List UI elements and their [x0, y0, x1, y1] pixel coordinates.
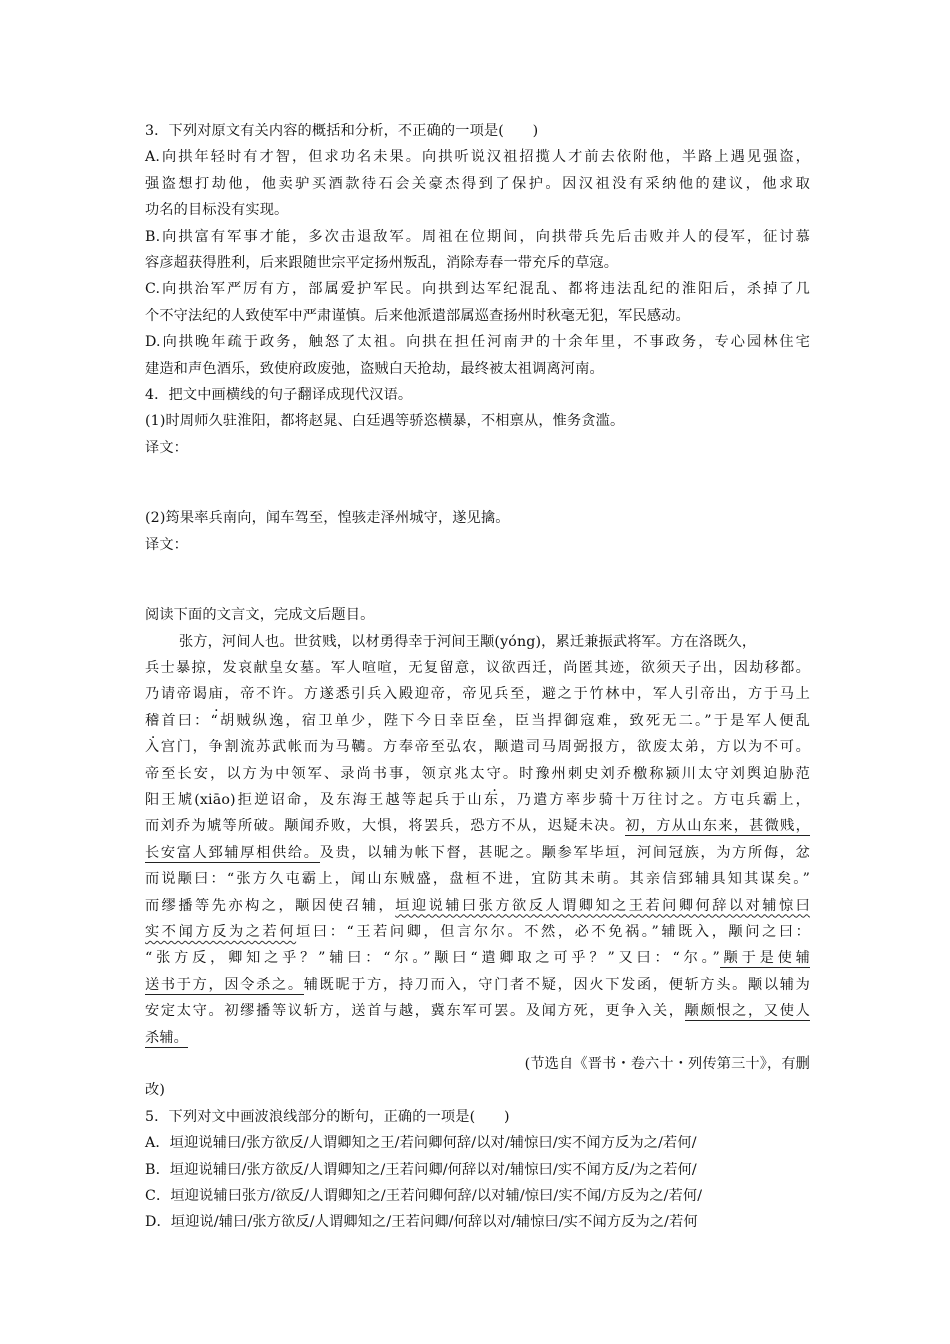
q5-option-a: A．垣迎说辅曰/张方欲反/人谓卿知之王/若问卿何辞/以对/辅惊曰/实不闻方反为之/若何/ — [145, 1135, 697, 1152]
wavy-underlined-text: 垣迎说辅曰张方欲反人谓卿知之王若问卿何辞以对辅惊曰 — [395, 897, 810, 914]
q3-option-d-line1: D.向拱晚年疏于政务，触怒了太祖。向拱在担任河南尹的十余年里，不事政务，专心园林住宅 — [145, 334, 810, 351]
underlined-sentence: 杀辅。 — [145, 1029, 189, 1046]
q5-option-c: C．垣迎说辅曰张方/欲反/人谓卿知之/王若问卿何辞/以对辅/惊曰/实不闻/方反为之/若何/ — [145, 1188, 703, 1205]
q4-sentence-1: (1)时周师久驻淮阳，都将赵晁、白廷遇等骄恣横暴，不相禀从，惟务贪滥。 — [145, 413, 625, 430]
q3-option-a-line3: 功名的目标没有实现。 — [145, 202, 289, 219]
passage-line: 入宫门，争割流苏武帐而为马韀。方奉帝至弘农，颙遣司马周弼报方，欲废太弟，方以为不可。 — [145, 739, 810, 756]
answer-space — [145, 558, 810, 602]
q5-stem: 5．下列对文中画波浪线部分的断句，正确的一项是( ) — [145, 1108, 510, 1125]
q3-option-a-line1: A.向拱年轻时有才智，但求功名未果。向拱听说汉祖招揽人才前去依附他，半路上遇见强盗， — [145, 149, 810, 166]
q3-option-b-line1: B.向拱富有军事才能，多次击退敌军。周祖在位期间，向拱带兵先后击败并人的侵军，征讨慕 — [145, 228, 810, 245]
passage-line: 阳王虓(xiāo)拒逆诏命，及东海王越等起兵于山东，乃遣方率步骑十万往讨之。方屯兵霸上， — [145, 791, 810, 808]
underlined-sentence: 长安富人郅辅厚相供给。 — [145, 844, 320, 861]
q4-translation-label-2: 译文： — [145, 536, 189, 553]
passage-source: (节选自《晋书・卷六十・列传第三十》，有删 — [524, 1056, 810, 1072]
passage-source-continued: 改) — [145, 1082, 166, 1099]
passage-intro: 阅读下面的文言文，完成文后题目。 — [145, 607, 375, 624]
q5-option-d: D．垣迎说/辅曰/张方欲反/人谓卿知之/王若问卿/何辞以对/辅惊曰/实不闻方反为之/若何 — [145, 1214, 698, 1231]
passage-line: 实不闻方反为之若何垣曰：“王若问卿，但言尔尔。不然，必不免祸。”辅既入，颙问之曰： — [145, 923, 810, 940]
passage-line: 而缪播等先亦构之，颙因使召辅，垣迎说辅曰张方欲反人谓卿知之王若问卿何辞以对辅惊曰 — [145, 897, 810, 914]
passage-line: “张方反，卿知之乎？”辅曰：“尔。”颙曰“遣卿取之可乎？”又曰：“尔。”颙于是使辅 — [145, 950, 810, 967]
q5-option-b: B．垣迎说辅曰/张方欲反/人谓卿知之/王若问卿/何辞以对/辅惊曰/实不闻方反/为之若何/ — [145, 1161, 697, 1178]
q4-translation-label-1: 译文： — [145, 439, 189, 456]
q3-option-c-line1: C.向拱治军严厉有方，部属爱护军民。向拱到达军纪混乱、都将违法乱纪的淮阳后，杀掉了几 — [145, 281, 810, 298]
q3-stem: 3．下列对原文有关内容的概括和分析，不正确的一项是( ) — [145, 123, 539, 139]
underlined-sentence: 颙颇恨之，又使人 — [684, 1003, 811, 1020]
answer-space — [145, 461, 810, 505]
passage-line — [145, 1025, 810, 1051]
q4-sentence-2: (2)筠果率兵南向，闻车驾至，惶骇走泽州城守，遂见擒。 — [145, 510, 510, 527]
passage-line: 乃请帝谒庙，帝不许。方遂悉引兵入殿迎帝，帝见兵至，避之于竹林中，军人引帝出，方于马上 — [145, 686, 810, 703]
passage-line: 兵士暴掠，发哀献皇女墓。军人喧喧，无复留意，议欲西迁，尚匿其迹，欲须天子出，因劫移都。 — [145, 659, 810, 676]
underlined-sentence: 初，方从山东来，甚微贱， — [625, 818, 810, 835]
passage-line: 张方，河间人也。世贫贱，以材勇得幸于河间王颙(yóng)，累迁兼振武将军。方在洛既久， — [179, 633, 757, 650]
passage-line: 长安富人郅辅厚相供给。及贵，以辅为帐下督，甚昵之。颙参军毕垣，河间冠族，为方所侮，忿 — [145, 844, 811, 861]
q3-option-a-line2: 强盗想打劫他，他卖驴买酒款待石会关豪杰得到了保护。因汉祖没有采纳他的建议，他求取 — [145, 175, 810, 192]
q3-option-b-line2: 容彦超获得胜利，后来跟随世宗平定扬州叛乱，消除寿春一带充斥的草寇。 — [145, 255, 619, 272]
underlined-sentence: 送书于方，因令杀之。 — [145, 976, 304, 993]
wavy-underlined-text: 实不闻方反为之若何 — [145, 923, 297, 940]
q4-stem: 4．把文中画横线的句子翻译成现代汉语。 — [145, 387, 413, 404]
passage-line: 安定太守。初缪播等议斩方，送首与越，冀东军可罢。及闻方死，更争入关，颙颇恨之，又使人 — [145, 1003, 811, 1020]
passage-line: 而刘乔为虓等所破。颙闻乔败，大惧，将罢兵，恐方不从，迟疑未决。初，方从山东来，甚微贱， — [145, 818, 810, 835]
passage-line: 送书于方，因令杀之。辅既昵于方，持刀而入，守门者不疑，因火下发函，便斩方头。颙以辅为 — [145, 976, 810, 993]
passage-line: 而说颙曰：“张方久屯霸上，闻山东贼盛，盘桓不进，宜防其未萌。其亲信郅辅具知其谋矣。” — [145, 871, 810, 888]
dotted-character: 守 — [486, 765, 503, 782]
document-page — [145, 118, 810, 1236]
passage-line: 帝至长安，以方为中领军、录尚书事，领京兆太守。时豫州刺史刘乔檄称颍川太守刘舆迫胁范 — [145, 765, 811, 782]
q3-option-c-line2: 个不守法纪的人致使军中严肃谨慎。后来他派遣部属巡查扬州时秋毫无犯，军民感动。 — [145, 307, 690, 324]
underlined-sentence: 颙于是使辅 — [719, 950, 810, 967]
passage-line: 稽首曰：“胡贼纵逸，宿卫单少，陛下今日幸臣垒，臣当捍御寇难，致死无二。”于是军人便乱 — [145, 712, 810, 729]
q3-option-d-line2: 建造和声色酒乐，致使府政废弛，盗贼白天抢劫，最终被太祖调离河南。 — [145, 360, 604, 377]
dotted-character: 庙 — [208, 686, 225, 703]
dotted-character: 稽 — [145, 712, 162, 729]
